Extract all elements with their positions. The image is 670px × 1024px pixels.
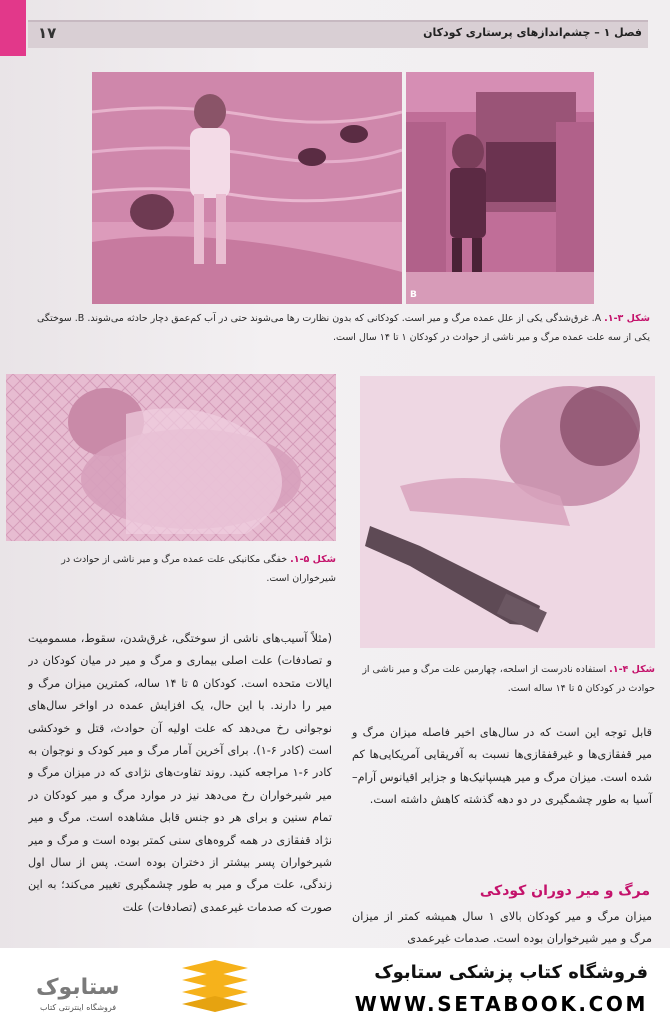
store-name: فروشگاه کتاب پزشکی ستابوک (374, 962, 648, 983)
chapter-color-tab (0, 0, 26, 56)
section-body-text: میزان مرگ و میر کودکان بالای ۱ سال همیشه کمتر از میزان مرگ و میر شیرخواران بوده است. صدمات غیرعمدی (352, 910, 652, 946)
figure-4-label: شکل ۴-۱. (609, 664, 655, 675)
figure-3a-drowning-photo (92, 72, 402, 304)
chapter-title: فصل ۱ – چشم‌اندازهای پرستاری کودکان (423, 26, 642, 39)
figure-5-label: شکل ۵-۱. (290, 554, 336, 565)
figure-5-caption-text: خفگی مکانیکی علت عمده مرگ و میر ناشی از حوادث در شیرخواران است. (61, 554, 336, 584)
section-heading: مرگ و میر دوران کودکی (479, 883, 650, 899)
figure-3b-burn-photo (406, 72, 594, 304)
figure-4-caption-text: استفاده نادرست از اسلحه، چهارمین علت مرگ و میر ناشی از حوادث در کودکان ۵ تا ۱۴ ساله است. (362, 664, 655, 694)
store-url[interactable]: WWW.SETABOOK.COM (354, 992, 648, 1016)
figure-3-caption (20, 309, 650, 347)
figure-3-label: شکل ۳-۱. (604, 313, 650, 324)
figure-4-caption (360, 660, 655, 698)
panel-b-letter: B (410, 290, 417, 300)
store-logo-subtitle: فروشگاه اینترنتی کتاب (40, 1003, 117, 1012)
figure-5-caption (30, 550, 336, 588)
page-number: ۱۷ (38, 24, 57, 42)
figure-5-suffocation-photo (6, 374, 336, 541)
store-logo-text: ستابوک (36, 975, 120, 1000)
body-text-right-column: قابل توجه این است که در سال‌های اخیر فاصله میزان مرگ و میر قفقازی‌ها و غیرقفقازی‌ها نسبت به آفریقایی آمریکایی‌ها کم شده است. میزان مرگ و میر هیسپانیک‌ها و جزایر اقیانوس آرام–آسیا به طور چشمگیری در دو دهه گذشته کاهش داشته است. (352, 726, 652, 807)
body-text-left-column: (مثلاً آسیب‌های ناشی از سوختگی، غرق‌شدن، سقوط، مسمومیت و تصادفات) علت اصلی بیماری و مرگ و میر در میان کودکان در ایالات متحده است. کودکان ۵ تا ۱۴ ساله، کمترین میزان مرگ و میر را دارند. با این حال، یک افزایش عمده در اواخر سال‌های نوجوانی رخ می‌دهد که علت اولیه آن حوادث، قتل و خودکشی است (کادر ۶-۱). برای آخرین آمار مرگ و میر کودک و نوجوان به کادر ۶-۱ مراجعه کنید. روند تفاوت‌های نژادی که در میزان مرگ و میر شیرخواران رخ می‌دهد نیز در موارد مرگ و میر کودکان در تمام سنین و برای هر دو جنس قابل مشاهده است. مرگ و میر نژاد قفقازی در همه گروه‌های سنی کمتر بوده است و مرگ و میر شیرخواران پسر بیشتر از دختران بوده است. پس از سال اول زندگی، علت مرگ و میر به طور چشمگیری تغییر می‌کند؛ به این صورت که صدمات غیرعمدی (تصادفات) علت (28, 632, 332, 914)
figure-3-caption-text: A. غرق‌شدگی یکی از علل عمده مرگ و میر است. کودکانی که بدون نظارت رها می‌شوند حتی در آب کم‌عمق دچار حادثه می‌شوند. B. سوختگی یکی از سه علت عمده مرگ و میر ناشی از حوادث در کودکان ۱ تا ۱۴ سال است. (36, 313, 650, 343)
figure-4-firearm-photo (360, 376, 655, 648)
books-logo-icon (172, 958, 258, 1014)
